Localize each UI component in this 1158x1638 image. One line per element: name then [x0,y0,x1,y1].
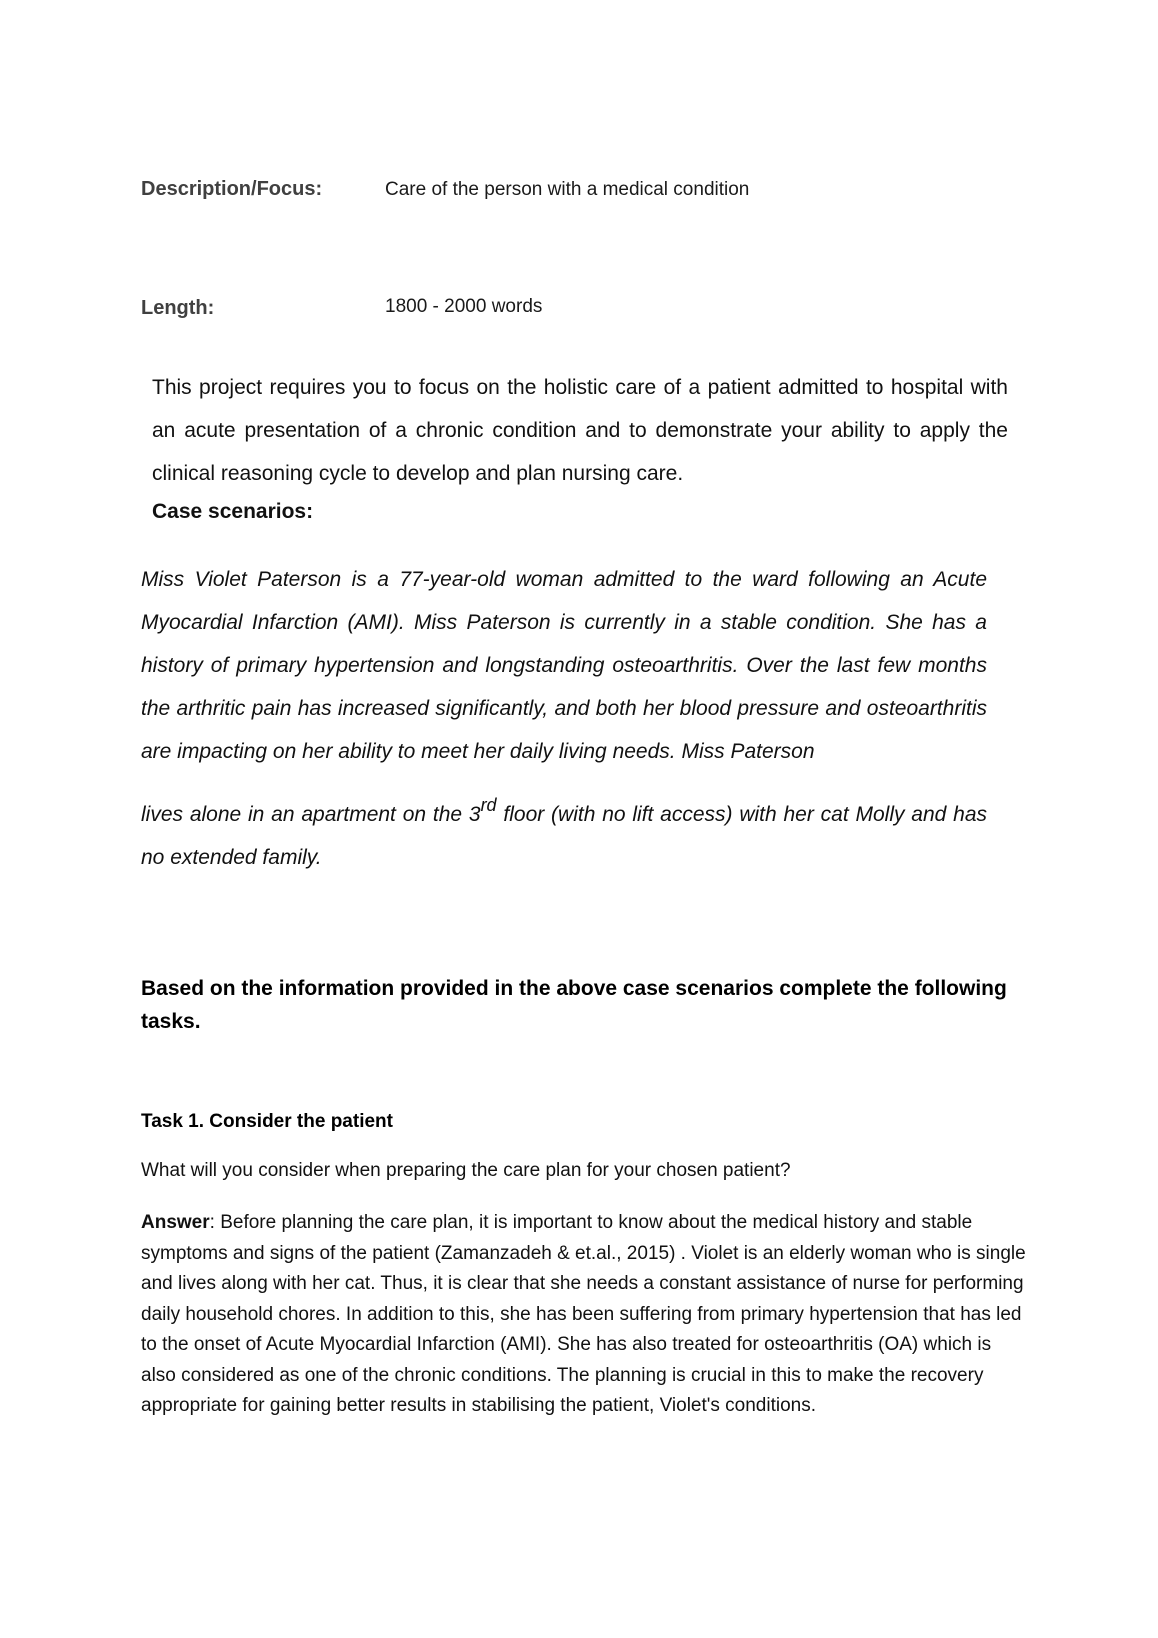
scenario-text-part2 [141,793,987,879]
task-1-question: What will you consider when preparing the care plan for your chosen patient? [141,1160,791,1181]
length-label: Length: [141,297,215,319]
scenario-text-part1: Miss Violet Paterson is a 77-year-old woman admitted to the ward following an Acute Myocardial Infarction (AMI). Miss Paterson is currently in a stable condition. She has a history of primary hypertension and longstanding osteoarthritis. Over the last few months the arthritic pain has increased significantly, and both her blood pressure and osteoarthritis are impacting on her ability to meet her daily living needs. Miss Paterson [141,568,987,763]
scenario-text-before-ordinal: lives alone in an apartment on the 3 [141,803,481,826]
length-value: 1800 - 2000 words [385,296,543,317]
description-label: Description/Focus: [141,178,323,200]
answer-label: Answer [141,1212,210,1233]
intro-paragraph: This project requires you to focus on the holistic care of a patient admitted to hospital with an acute presentation of a chronic condition and to demonstrate your ability to apply the clinical reasoning cycle to develop and plan nursing care. [152,376,1008,485]
ordinal-superscript: rd [480,795,497,815]
case-scenarios-heading: Case scenarios: [152,500,314,523]
answer-text: : Before planning the care plan, it is important to know about the medical history and stable symptoms and signs of the patient (Zamanzadeh & et.al., 2015) . Violet is an elderly woman who is single and lives along with her cat. Thus, it is clear that she needs a constant assistance of nurse for performing daily household chores. In addition to this, she has been suffering from primary hypertension that has led to the onset of Acute Myocardial Infarction (AMI). She has also treated for osteoarthritis (OA) which is also considered as one of the chronic conditions. The planning is crucial in this to make the recovery appropriate for gaining better results in stabilising the patient, Violet's conditions. [141,1212,1026,1416]
description-value: Care of the person with a medical condition [385,179,750,200]
scenario-text-after-ordinal: floor (with no lift access) with her cat Molly and has no extended family. [141,803,987,869]
case-scenario-paragraph [141,558,987,879]
tasks-heading: Based on the information provided in the above case scenarios complete the following tasks. [141,977,1007,1033]
task-1-answer [141,1208,1026,1422]
task-1-title: Task 1. Consider the patient [141,1111,393,1132]
